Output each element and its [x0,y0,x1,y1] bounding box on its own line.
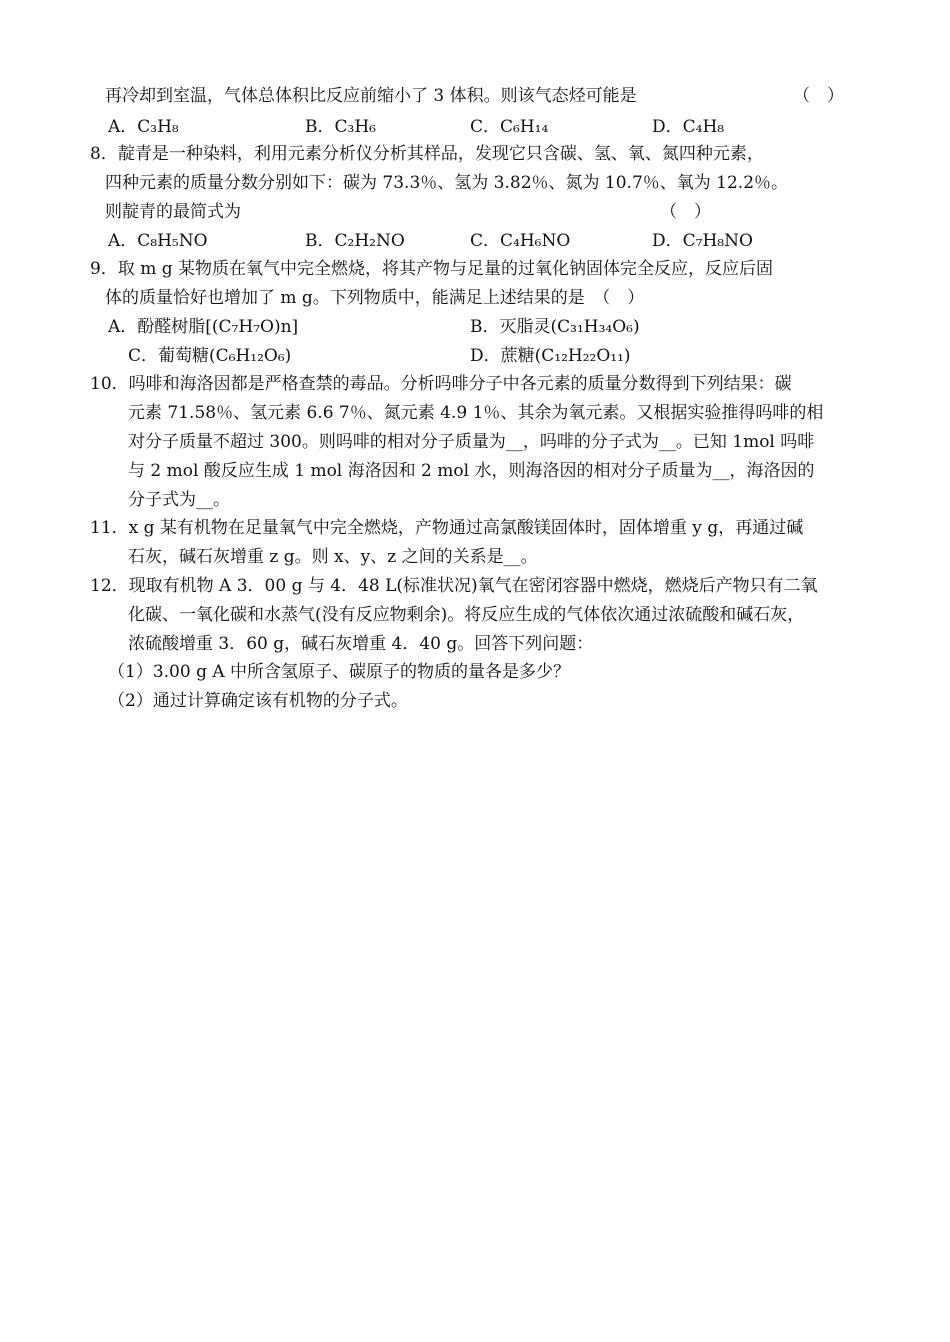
q10-stem-line-1: 10．吗啡和海洛因都是严格查禁的毒品。分析吗啡分子中各元素的质量分数得到下列结果：碳 [90,374,792,394]
q8-answer-paren: （ ） [660,202,711,222]
q9-option-c: C．葡萄糖(C₆H₁₂O₆) [128,346,292,366]
q9-stem-line-1: 9．取 m g 某物质在氧气中完全燃烧，将其产物与足量的过氧化钠固体完全反应，反应后固 [90,259,774,279]
q7-option-d: D．C₄H₈ [652,117,725,137]
q10-stem-line-5: 分子式为__。 [128,490,230,510]
q12-stem-line-1: 12．现取有机物 A 3．00 g 与 4．48 L(标准状况)氧气在密闭容器中燃烧，燃烧后产物只有二氧 [90,576,818,596]
q10-stem-line-3: 对分子质量不超过 300。则吗啡的相对分子质量为__，吗啡的分子式为__。已知 1mol 吗啡 [128,432,815,452]
q8-stem-line-3: 则靛青的最简式为 [105,202,241,222]
q8-stem-line-2: 四种元素的质量分数分别如下：碳为 73.3％、氢为 3.82％、氮为 10.7％、氧为 12.2％。 [105,173,789,193]
q12-sub-question-2: （2）通过计算确定该有机物的分子式。 [108,691,408,711]
q7-option-a: A．C₃H₈ [108,117,179,137]
q10-stem-line-2: 元素 71.58％、氢元素 6.6 7％、氮元素 4.9 1％、其余为氧元素。又根据实验推得吗啡的相 [128,403,824,423]
q7-option-b: B．C₃H₆ [305,117,376,137]
q12-stem-line-2: 化碳、一氧化碳和水蒸气(没有反应物剩余)。将反应生成的气体依次通过浓硫酸和碱石灰， [128,605,805,625]
q11-stem-line-2: 石灰，碱石灰增重 z g。则 x、y、z 之间的关系是__。 [128,547,538,567]
q9-option-a: A．酚醛树脂[(C₇H₇O)n] [108,317,299,337]
q7-stem-tail: 再冷却到室温，气体总体积比反应前缩小了 3 体积。则该气态烃可能是 [105,86,637,106]
q9-option-b: B．灭脂灵(C₃₁H₃₄O₆) [470,317,640,337]
q11-stem-line-1: 11．x g 某有机物在足量氧气中完全燃烧，产物通过高氯酸镁固体时，固体增重 y g，再通过碱 [90,518,804,538]
q12-sub-question-1: （1）3.00 g A 中所含氢原子、碳原子的物质的量各是多少？ [108,662,571,682]
q12-stem-line-3: 浓硫酸增重 3．60 g，碱石灰增重 4．40 g。回答下列问题： [128,634,594,654]
q10-stem-line-4: 与 2 mol 酸反应生成 1 mol 海洛因和 2 mol 水，则海洛因的相对分子质量为__，海洛因的 [128,461,815,481]
q8-option-d: D．C₇H₈NO [652,231,753,251]
q8-stem-line-1: 8．靛青是一种染料，利用元素分析仪分析其样品，发现它只含碳、氢、氧、氮四种元素， [90,144,764,164]
q8-option-c: C．C₄H₆NO [470,231,571,251]
q8-option-a: A．C₈H₅NO [108,231,208,251]
q7-answer-paren: （ ） [793,86,844,106]
q9-option-d: D．蔗糖(C₁₂H₂₂O₁₁) [470,346,631,366]
q9-stem-line-2: 体的质量恰好也增加了 m g。下列物质中，能满足上述结果的是 （ ） [105,288,645,308]
q7-option-c: C．C₆H₁₄ [470,117,549,137]
q8-option-b: B．C₂H₂NO [305,231,405,251]
